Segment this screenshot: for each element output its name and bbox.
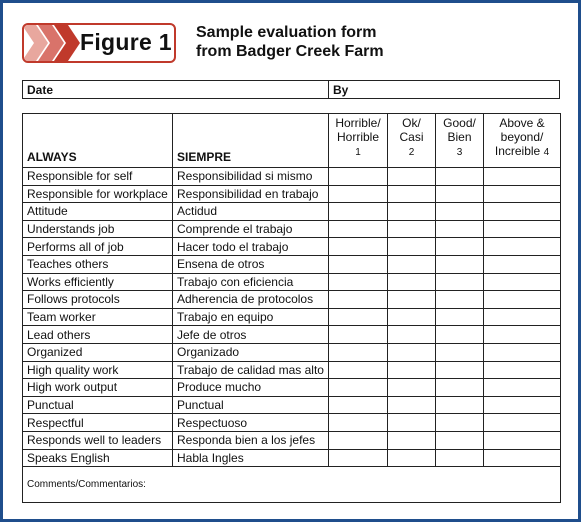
table-row	[23, 343, 561, 361]
rating-cell-3[interactable]	[436, 308, 484, 326]
criterion-english: High work output	[23, 379, 173, 397]
rating-cell-1[interactable]	[329, 220, 388, 238]
title-line-1: Sample evaluation form	[196, 24, 377, 41]
rating-cell-1[interactable]	[329, 326, 388, 344]
rating-cell-2[interactable]	[388, 343, 436, 361]
rating-cell-4[interactable]	[484, 185, 561, 203]
rating-cell-1[interactable]	[329, 168, 388, 186]
table-header-row	[23, 114, 561, 168]
criterion-english: Attitude	[23, 203, 173, 221]
rating-cell-1[interactable]	[329, 343, 388, 361]
rating-cell-4[interactable]	[484, 343, 561, 361]
evaluation-table	[22, 113, 561, 503]
criterion-english: Respectful	[23, 414, 173, 432]
rating-cell-1[interactable]	[329, 291, 388, 309]
rating-cell-1[interactable]	[329, 203, 388, 221]
rating-cell-4[interactable]	[484, 379, 561, 397]
rating-cell-4[interactable]	[484, 168, 561, 186]
rating-cell-4[interactable]	[484, 326, 561, 344]
criterion-spanish: Responsibilidad si mismo	[173, 168, 329, 186]
date-by-row	[22, 80, 560, 99]
rating-number: 4	[543, 147, 550, 158]
rating-number: 2	[408, 147, 415, 158]
comments-row	[23, 467, 561, 503]
rating-cell-2[interactable]	[388, 185, 436, 203]
rating-cell-3[interactable]	[436, 379, 484, 397]
rating-number: 3	[456, 147, 463, 158]
rating-cell-3[interactable]	[436, 255, 484, 273]
rating-cell-3[interactable]	[436, 291, 484, 309]
criterion-english: Teaches others	[23, 255, 173, 273]
criterion-english: Team worker	[23, 308, 173, 326]
criterion-spanish: Responda bien a los jefes	[173, 431, 329, 449]
table-row	[23, 273, 561, 291]
rating-cell-3[interactable]	[436, 431, 484, 449]
rating-cell-3[interactable]	[436, 185, 484, 203]
criterion-spanish: Jefe de otros	[173, 326, 329, 344]
rating-cell-1[interactable]	[329, 273, 388, 291]
column-header-rating-3: Good/ Bien 3	[436, 114, 484, 168]
criterion-english: High quality work	[23, 361, 173, 379]
rating-cell-1[interactable]	[329, 308, 388, 326]
criterion-english: Performs all of job	[23, 238, 173, 256]
rating-cell-2[interactable]	[388, 414, 436, 432]
rating-cell-2[interactable]	[388, 203, 436, 221]
rating-cell-4[interactable]	[484, 396, 561, 414]
criterion-english: Understands job	[23, 220, 173, 238]
criterion-spanish: Punctual	[173, 396, 329, 414]
criterion-spanish: Respectuoso	[173, 414, 329, 432]
column-header-rating-4: Above & beyond/ Increible 4	[484, 114, 561, 168]
table-row	[23, 326, 561, 344]
rating-cell-4[interactable]	[484, 238, 561, 256]
column-header-rating-2: Ok/ Casi 2	[388, 114, 436, 168]
criterion-spanish: Trabajo en equipo	[173, 308, 329, 326]
rating-cell-4[interactable]	[484, 431, 561, 449]
column-header-siempre: SIEMPRE	[173, 114, 329, 168]
rating-cell-4[interactable]	[484, 220, 561, 238]
rating-cell-1[interactable]	[329, 414, 388, 432]
rating-cell-1[interactable]	[329, 361, 388, 379]
table-row	[23, 220, 561, 238]
rating-cell-4[interactable]	[484, 255, 561, 273]
by-label: By	[333, 83, 349, 97]
rating-cell-3[interactable]	[436, 168, 484, 186]
rating-cell-4[interactable]	[484, 414, 561, 432]
criterion-spanish: Adherencia de protocolos	[173, 291, 329, 309]
table-row	[23, 431, 561, 449]
date-label: Date	[27, 83, 54, 97]
date-field[interactable]	[23, 81, 329, 98]
criterion-spanish: Hacer todo el trabajo	[173, 238, 329, 256]
table-row	[23, 291, 561, 309]
criterion-english: Lead others	[23, 326, 173, 344]
rating-cell-2[interactable]	[388, 273, 436, 291]
rating-cell-2[interactable]	[388, 431, 436, 449]
criterion-spanish: Trabajo con eficiencia	[173, 273, 329, 291]
comments-field[interactable]	[23, 467, 561, 503]
rating-cell-4[interactable]	[484, 291, 561, 309]
table-row	[23, 255, 561, 273]
rating-cell-3[interactable]	[436, 449, 484, 467]
table-row	[23, 379, 561, 397]
table-row	[23, 185, 561, 203]
criterion-spanish: Trabajo de calidad mas alto	[173, 361, 329, 379]
table-row	[23, 308, 561, 326]
table-row	[23, 396, 561, 414]
rating-cell-3[interactable]	[436, 343, 484, 361]
criterion-spanish: Actidud	[173, 203, 329, 221]
criterion-english: Responsible for self	[23, 168, 173, 186]
table-row	[23, 238, 561, 256]
criterion-english: Follows protocols	[23, 291, 173, 309]
criterion-spanish: Comprende el trabajo	[173, 220, 329, 238]
table-row	[23, 203, 561, 221]
rating-cell-2[interactable]	[388, 449, 436, 467]
figure-badge	[22, 23, 176, 63]
criterion-english: Organized	[23, 343, 173, 361]
rating-cell-2[interactable]	[388, 361, 436, 379]
rating-cell-1[interactable]	[329, 185, 388, 203]
criterion-spanish: Produce mucho	[173, 379, 329, 397]
comments-label: Comments/Commentarios:	[27, 479, 146, 491]
table-row	[23, 449, 561, 467]
table-row	[23, 361, 561, 379]
rating-cell-2[interactable]	[388, 255, 436, 273]
table-row	[23, 168, 561, 186]
rating-cell-3[interactable]	[436, 238, 484, 256]
form-title	[196, 23, 384, 61]
rating-number: 1	[355, 147, 361, 158]
criterion-english: Speaks English	[23, 449, 173, 467]
rating-cell-4[interactable]	[484, 273, 561, 291]
title-line-2: from Badger Creek Farm	[196, 43, 384, 60]
rating-cell-4[interactable]	[484, 308, 561, 326]
table-row	[23, 414, 561, 432]
rating-cell-2[interactable]	[388, 238, 436, 256]
rating-cell-2[interactable]	[388, 379, 436, 397]
rating-cell-2[interactable]	[388, 326, 436, 344]
rating-cell-2[interactable]	[388, 396, 436, 414]
rating-cell-2[interactable]	[388, 168, 436, 186]
by-field[interactable]	[329, 81, 559, 98]
rating-cell-4[interactable]	[484, 203, 561, 221]
rating-cell-1[interactable]	[329, 449, 388, 467]
criterion-english: Works efficiently	[23, 273, 173, 291]
rating-cell-2[interactable]	[388, 291, 436, 309]
rating-cell-3[interactable]	[436, 361, 484, 379]
rating-cell-2[interactable]	[388, 308, 436, 326]
figure-label: Figure 1	[80, 29, 172, 55]
rating-cell-1[interactable]	[329, 238, 388, 256]
rating-cell-3[interactable]	[436, 326, 484, 344]
criterion-spanish: Ensena de otros	[173, 255, 329, 273]
rating-cell-3[interactable]	[436, 414, 484, 432]
rating-cell-3[interactable]	[436, 220, 484, 238]
criterion-spanish: Organizado	[173, 343, 329, 361]
rating-cell-1[interactable]	[329, 431, 388, 449]
rating-cell-1[interactable]	[329, 396, 388, 414]
rating-cell-4[interactable]	[484, 361, 561, 379]
rating-cell-1[interactable]	[329, 379, 388, 397]
rating-cell-3[interactable]	[436, 203, 484, 221]
rating-cell-3[interactable]	[436, 273, 484, 291]
criterion-english: Responsible for workplace	[23, 185, 173, 203]
criterion-spanish: Responsibilidad en trabajo	[173, 185, 329, 203]
rating-cell-2[interactable]	[388, 220, 436, 238]
column-header-always: ALWAYS	[23, 114, 173, 168]
criterion-spanish: Habla Ingles	[173, 449, 329, 467]
column-header-rating-1: Horrible/ Horrible 1	[329, 114, 388, 168]
criterion-english: Punctual	[23, 396, 173, 414]
rating-cell-1[interactable]	[329, 255, 388, 273]
rating-cell-4[interactable]	[484, 449, 561, 467]
criterion-english: Responds well to leaders	[23, 431, 173, 449]
rating-cell-3[interactable]	[436, 396, 484, 414]
